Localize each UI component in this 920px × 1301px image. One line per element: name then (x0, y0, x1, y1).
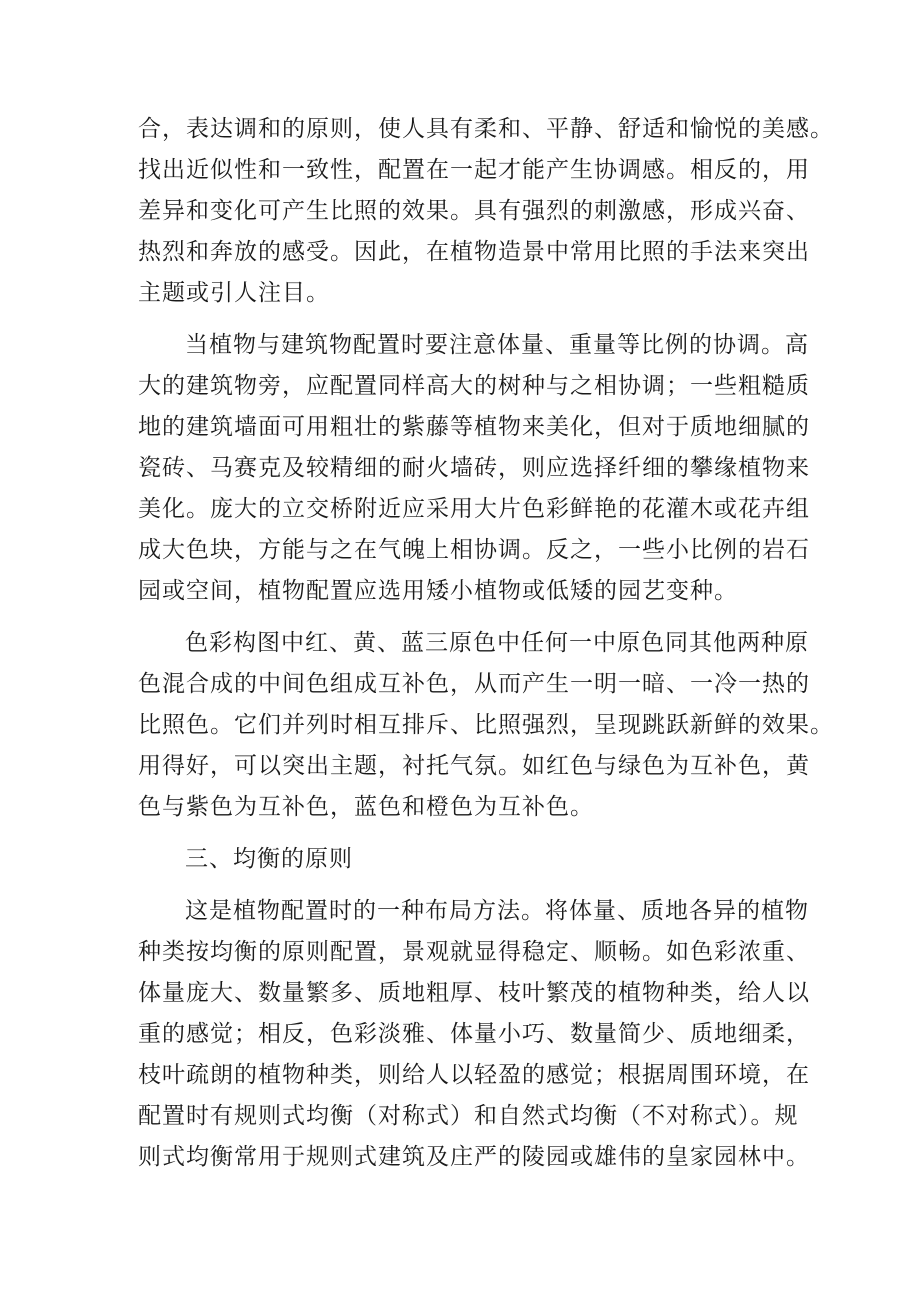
paragraph-3-line-4: 用得好，可以突出主题，衬托气氛。如红色与绿色为互补色，黄 (138, 753, 810, 779)
paragraph-2-line-2: 大的建筑物旁，应配置同样高大的树种与之相协调；一些粗糙质 (138, 373, 810, 399)
paragraph-4-line-6: 配置时有规则式均衡（对称式）和自然式均衡（不对称式）。规 (138, 1103, 799, 1129)
paragraph-1-line-5: 主题或引人注目。 (138, 280, 330, 306)
paragraph-1-line-1: 合，表达调和的原则，使人具有柔和、平静、舒适和愉悦的美感。 (138, 116, 834, 142)
paragraph-3-line-5: 色与紫色为互补色，蓝色和橙色为互补色。 (138, 794, 594, 820)
paragraph-3-line-3: 比照色。它们并列时相互排斥、比照强烈，呈现跳跃新鲜的效果。 (138, 712, 834, 738)
paragraph-4-line-4: 重的感觉；相反，色彩淡雅、体量小巧、数量简少、质地细柔， (138, 1021, 810, 1047)
paragraph-2-line-6: 成大色块，方能与之在气魄上相协调。反之，一些小比例的岩石 (138, 537, 810, 563)
paragraph-3-line-1: 色彩构图中红、黄、蓝三原色中任何一中原色同其他两种原 (185, 630, 809, 656)
paragraph-2-line-3: 地的建筑墙面可用粗壮的紫藤等植物来美化，但对于质地细腻的 (138, 414, 810, 440)
paragraph-2-line-1: 当植物与建筑物配置时要注意体量、重量等比例的协调。高 (185, 332, 809, 358)
paragraph-2-line-4: 瓷砖、马赛克及较精细的耐火墙砖，则应选择纤细的攀缘植物来 (138, 455, 810, 481)
paragraph-4-line-5: 枝叶疏朗的植物种类，则给人以轻盈的感觉；根据周围环境，在 (138, 1062, 810, 1088)
paragraph-3-line-2: 色混合成的中间色组成互补色，从而产生一明一暗、一冷一热的 (138, 671, 810, 697)
paragraph-4-line-7: 则式均衡常用于规则式建筑及庄严的陵园或雄伟的皇家园林中。 (138, 1144, 810, 1170)
paragraph-1-line-2: 找出近似性和一致性，配置在一起才能产生协调感。相反的，用 (138, 157, 810, 183)
paragraph-1-line-3: 差异和变化可产生比照的效果。具有强烈的刺激感，形成兴奋、 (138, 198, 810, 224)
paragraph-4-line-3: 体量庞大、数量繁多、质地粗厚、枝叶繁茂的植物种类，给人以 (138, 980, 810, 1006)
section-heading: 三、均衡的原则 (185, 846, 353, 872)
paragraph-2-line-5: 美化。庞大的立交桥附近应采用大片色彩鲜艳的花灌木或花卉组 (138, 496, 810, 522)
paragraph-1-line-4: 热烈和奔放的感受。因此，在植物造景中常用比照的手法来突出 (138, 239, 810, 265)
paragraph-4-line-2: 种类按均衡的原则配置，景观就显得稳定、顺畅。如色彩浓重、 (138, 939, 810, 965)
paragraph-2-line-7: 园或空间，植物配置应选用矮小植物或低矮的园艺变种。 (138, 578, 738, 604)
paragraph-4-line-1: 这是植物配置时的一种布局方法。将体量、质地各异的植物 (185, 898, 809, 924)
